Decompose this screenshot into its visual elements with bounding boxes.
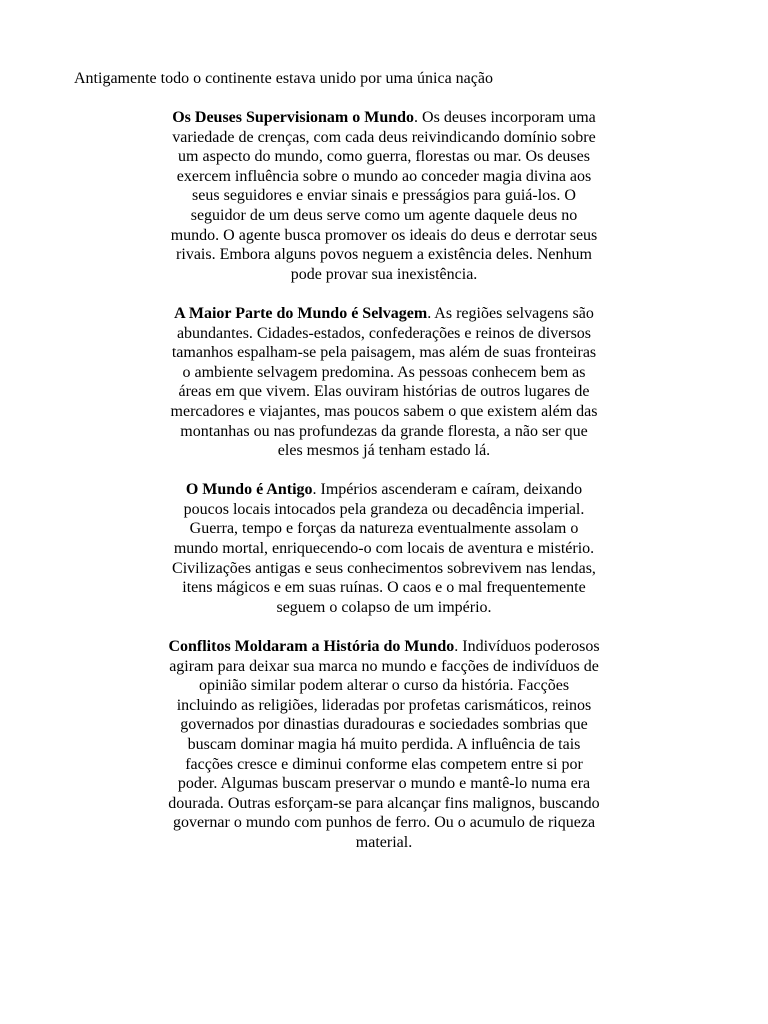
- paragraph-heading: O Mundo é Antigo: [185, 481, 313, 499]
- paragraph-gods: [168, 108, 600, 284]
- paragraph-wilderness: [168, 304, 600, 461]
- paragraph-text: . As regiões selvagens são abundantes. Cidades-estados, confederações e reinos de diversos tamanhos espalham-se pela paisagem, mas além de suas fronteiras o ambiente selvagem predomina. As pessoas conhecem bem as áreas em que vivem. Elas ouviram histórias de outros lugares de mercadores e viajantes, mas poucos sabem o que existem além das montanhas ou nas profundezas da grande floresta, a não ser que eles mesmos já tenham estado lá.: [170, 304, 598, 460]
- paragraph-text: . Impérios ascenderam e caíram, deixando poucos locais intocados pela grandeza ou decadência imperial. Guerra, tempo e forças da natureza eventualmente assolam o mundo mortal, enriquecendo-o com locais de aventura e mistério. Civilizações antigas e seus conhecimentos sobrevivem nas lendas, itens mágicos e em suas ruínas. O caos e o mal frequentemente seguem o colapso de um império.: [172, 481, 596, 616]
- paragraph-text: . Os deuses incorporam uma variedade de crenças, com cada deus reivindicando domínio sobre um aspecto do mundo, como guerra, florestas ou mar. Os deuses exercem influência sobre o mundo ao conceder magia divina aos seus seguidores e enviar sinais e presságios para guiá-los. O seguidor de um deus serve como um agente daquele deus no mundo. O agente busca promover os ideais do deus e derrotar seus rivais. Embora alguns povos neguem a existência deles. Nenhum pode provar sua inexistência.: [170, 109, 598, 283]
- paragraph-heading: Conflitos Moldaram a História do Mundo: [168, 638, 455, 656]
- paragraph-text: . Indivíduos poderosos agiram para deixar sua marca no mundo e facções de indivíduos de opinião similar podem alterar o curso da história. Facções incluindo as religiões, lideradas por profetas carismáticos, reinos governados por dinastias duradouras e sociedades sombrias que buscam dominar magia há muito perdida. A influência de tais facções cresce e diminui conforme elas competem entre si por poder. Algumas buscam preservar o mundo e mantê-lo numa era dourada. Outras esforçam-se para alcançar fins malignos, buscando governar o mundo com punhos de ferro. Ou o acumulo de riqueza material.: [168, 638, 600, 851]
- paragraph-ancient-world: [168, 480, 600, 617]
- paragraph-conflicts: [168, 637, 600, 853]
- intro-line: Antigamente todo o continente estava unido por uma única nação: [74, 70, 493, 87]
- paragraph-heading: Os Deuses Supervisionam o Mundo: [172, 109, 415, 126]
- document-body: [168, 108, 600, 872]
- paragraph-heading: A Maior Parte do Mundo é Selvagem: [174, 304, 428, 322]
